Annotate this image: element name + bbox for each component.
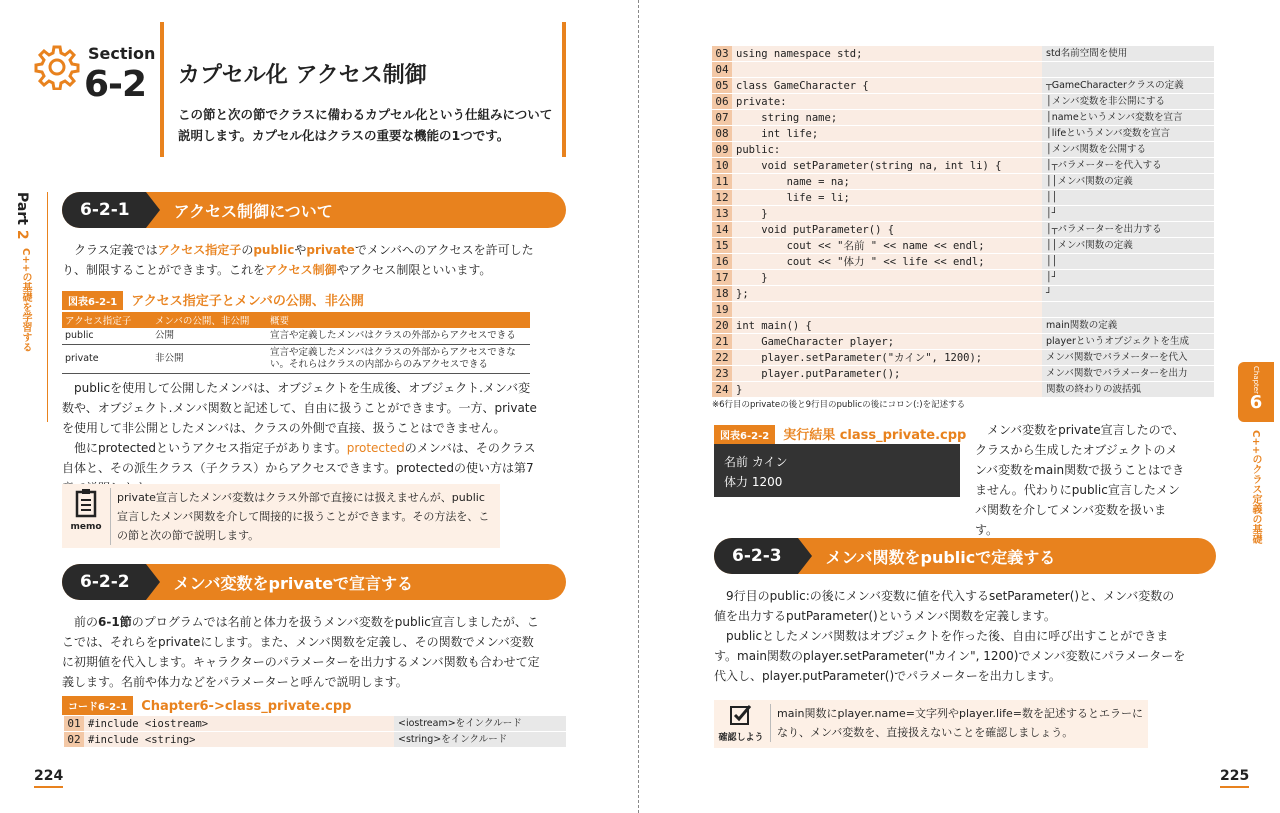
code-line: 14 void putParameter() { │┬パラメーターを出力する <box>712 222 1216 238</box>
code-line: 06 private: │メンバ変数を非公開にする <box>712 94 1216 110</box>
heading-title: メンバ関数をpublicで定義する <box>825 547 1056 567</box>
code-line: 15 cout << "名前 " << name << endl; ││メンバ関数の定義 <box>712 238 1216 254</box>
heading-6-2-2 <box>62 564 566 600</box>
paragraph-setparameter: 9行目のpublic:の後にメンバ変数に値を代入するsetParameter()と、メンバ変数の値を出力するputParameter()というメンバ関数を定義します。 <box>714 589 1175 623</box>
check-icon-block <box>716 704 766 743</box>
right-page <box>642 0 1280 813</box>
figure-caption-1 <box>62 290 364 310</box>
figure-label: 図表6-2-2 <box>714 425 775 444</box>
table-cell: private <box>62 345 152 374</box>
check-text: main関数にplayer.name=文字列やplayer.life=数を記述するとエラーになり、メンバ変数を、直接扱えないことを確認しましょう。 <box>770 704 1144 742</box>
code-label: コード6-2-1 <box>62 696 133 715</box>
chapter-tab <box>1238 362 1274 422</box>
heading-title: メンバ変数をprivateで宣言する <box>173 573 414 593</box>
heading-6-2-3 <box>714 538 1216 574</box>
table-cell: 非公開 <box>152 345 267 374</box>
table-cell: 公開 <box>152 328 267 345</box>
check-box <box>714 700 1148 748</box>
code-line: 19 <box>712 302 1216 318</box>
heading-title: アクセス制御について <box>173 201 333 221</box>
code-line: 13 } │┘ <box>712 206 1216 222</box>
table-header: メンバの公開、非公開 <box>152 312 267 328</box>
table-header: アクセス指定子 <box>62 312 152 328</box>
result-description: メンバ変数をprivate宣言したので、クラスから生成したオブジェクトのメンバ変数をmain関数で扱うことはできません。代わりにpublic宣言したメンバ関数を介してメンバ変数を扱います。 <box>975 423 1185 537</box>
code-line: 20 int main() { main関数の定義 <box>712 318 1216 334</box>
code-line: 24 } 関数の終わりの波括弧 <box>712 382 1216 398</box>
paragraph-public: publicを使用して公開したメンバは、オブジェクトを生成後、オブジェクト.メンバ変数や、オブジェクト.メンバ関数と記述して、自由に扱うことができます。一方、privateを使用して非公開としたメンバは、クラスの外側で直接、扱うことはできません。 <box>62 381 537 435</box>
code-line: 22 player.setParameter("カイン", 1200); メンバ関数でパラメーターを代入 <box>712 350 1216 366</box>
memo-label: memo <box>70 522 102 532</box>
check-label: 確認しよう <box>718 733 764 743</box>
code-line: 07 string name; │nameというメンバ変数を宣言 <box>712 110 1216 126</box>
section-rule <box>562 22 566 157</box>
section-word: Section <box>88 44 156 63</box>
code-line: 04 <box>712 62 1216 78</box>
code-line: 11 name = na; ││メンバ関数の定義 <box>712 174 1216 190</box>
table-row <box>62 345 530 374</box>
section-divider <box>160 22 164 157</box>
table-cell: public <box>62 328 152 345</box>
checkbox-icon <box>730 704 752 726</box>
memo-text: private宣言したメンバ変数はクラス外部で直接には扱えませんが、public宣言したメンバ関数を介して間接的に扱うことができます。その方法を、この節と次の節で説明します。 <box>110 488 494 545</box>
result-line: 体力 1200 <box>724 475 783 489</box>
memo-icon-block <box>66 488 106 544</box>
figure-title: アクセス指定子とメンバの公開、非公開 <box>131 294 364 309</box>
chapter-label: Chapter <box>1252 366 1260 394</box>
code-line: 23 player.putParameter(); メンバ関数でパラメーターを出力 <box>712 366 1216 382</box>
code-line: 17 } │┘ <box>712 270 1216 286</box>
part-side-tab <box>8 192 48 422</box>
code-line: 02 #include <string> <string>をインクルード <box>64 732 566 748</box>
figure-title: 実行結果 class_private.cpp <box>783 428 967 443</box>
paragraph-protected: 他にprotectedというアクセス指定子があります。protectedのメンバは、そのクラス自体と、その派生クラス（子クラス）からアクセスできます。protectedの使い方は第7 <box>62 441 536 475</box>
gear-icon <box>34 44 80 90</box>
figure-caption-2 <box>714 424 966 444</box>
code-line: 16 cout << "体力 " << life << endl; ││ <box>712 254 1216 270</box>
part-subtitle: C++の基礎を学習する <box>20 248 31 353</box>
chapter-subtitle: C++のクラス定義の基礎 <box>1250 430 1261 545</box>
paragraph-private: 前の6-1節のプログラムでは名前と体力を扱うメンバ変数をpublic宣言しましたが、ここでは、それらをprivateにします。また、メンバ関数を定義し、その関数でメンバ変数に初期値を代入します。キャラクターのパラメーターを出力するメンバ関数も合わせて定義します。名前や体力などをパラメーターと呼んで説明します。 <box>62 615 540 689</box>
code-line: 08 int life; │lifeというメンバ変数を宣言 <box>712 126 1216 142</box>
code-block-left <box>64 716 566 748</box>
access-table <box>62 312 530 374</box>
heading-6-2-1 <box>62 192 566 228</box>
heading-number: 6-2-3 <box>714 538 798 574</box>
left-page <box>0 0 638 813</box>
page-number-left: 224 <box>34 768 63 788</box>
heading-number: 6-2-2 <box>62 564 146 600</box>
table-header: 概要 <box>267 312 530 328</box>
figure-label: 図表6-2-1 <box>62 291 123 310</box>
execution-result <box>714 444 960 497</box>
result-line: 名前 カイン <box>724 455 788 469</box>
paragraph-access: クラス定義ではアクセス指定子のpublicやprivateでメンバへのアクセスを許可したり、制限することができます。これをアクセス制御やアクセス制限といいます。 <box>62 243 534 277</box>
code-line: 18 }; ┘ <box>712 286 1216 302</box>
section-intro: この節と次の節でクラスに備わるカプセル化という仕組みについて説明します。カプセル化はクラスの重要な機能の1つです。 <box>178 107 553 143</box>
table-header-row <box>62 312 530 328</box>
section-title: カプセル化 アクセス制御 <box>178 63 427 88</box>
code-line: 21 GameCharacter player; playerというオブジェクトを生成 <box>712 334 1216 350</box>
code-note: ※6行目のprivateの後と9行目のpublicの後にコロン(:)を記述する <box>712 400 966 410</box>
code-line: 05 class GameCharacter { ┬GameCharacterクラスの定義 <box>712 78 1216 94</box>
clipboard-icon <box>75 488 97 518</box>
memo-box <box>62 484 500 548</box>
code-line: 03 using namespace std; std名前空間を使用 <box>712 46 1216 62</box>
code-line: 09 public: │メンバ関数を公開する <box>712 142 1216 158</box>
code-line: 12 life = li; ││ <box>712 190 1216 206</box>
code-line: 10 void setParameter(string na, int li) { │┬パラメーターを代入する <box>712 158 1216 174</box>
table-cell: 宣言や定義したメンバはクラスの外部からアクセスできる <box>267 328 530 345</box>
code-block-right <box>712 46 1216 398</box>
table-cell: 宣言や定義したメンバはクラスの外部からアクセスできない。それらはクラスの内部からのみアクセスできる <box>267 345 530 374</box>
code-title: Chapter6->class_private.cpp <box>141 699 352 714</box>
part-label: Part 2 <box>14 192 30 240</box>
table-row <box>62 328 530 345</box>
page-number-right: 225 <box>1220 768 1249 788</box>
section-number: 6-2 <box>84 64 147 105</box>
code-caption <box>62 695 351 715</box>
paragraph-putparameter: publicとしたメンバ関数はオブジェクトを作った後、自由に呼び出すことができます。main関数のplayer.setParameter("カイン", 1200)でメンバ変数にパラメーターを代入し、player.putParameter()でパラメーターを出力します。 <box>714 629 1186 683</box>
code-line: 01 #include <iostream> <iostream>をインクルード <box>64 716 566 732</box>
chapter-number: 6 <box>1249 392 1263 413</box>
heading-number: 6-2-1 <box>62 192 146 228</box>
